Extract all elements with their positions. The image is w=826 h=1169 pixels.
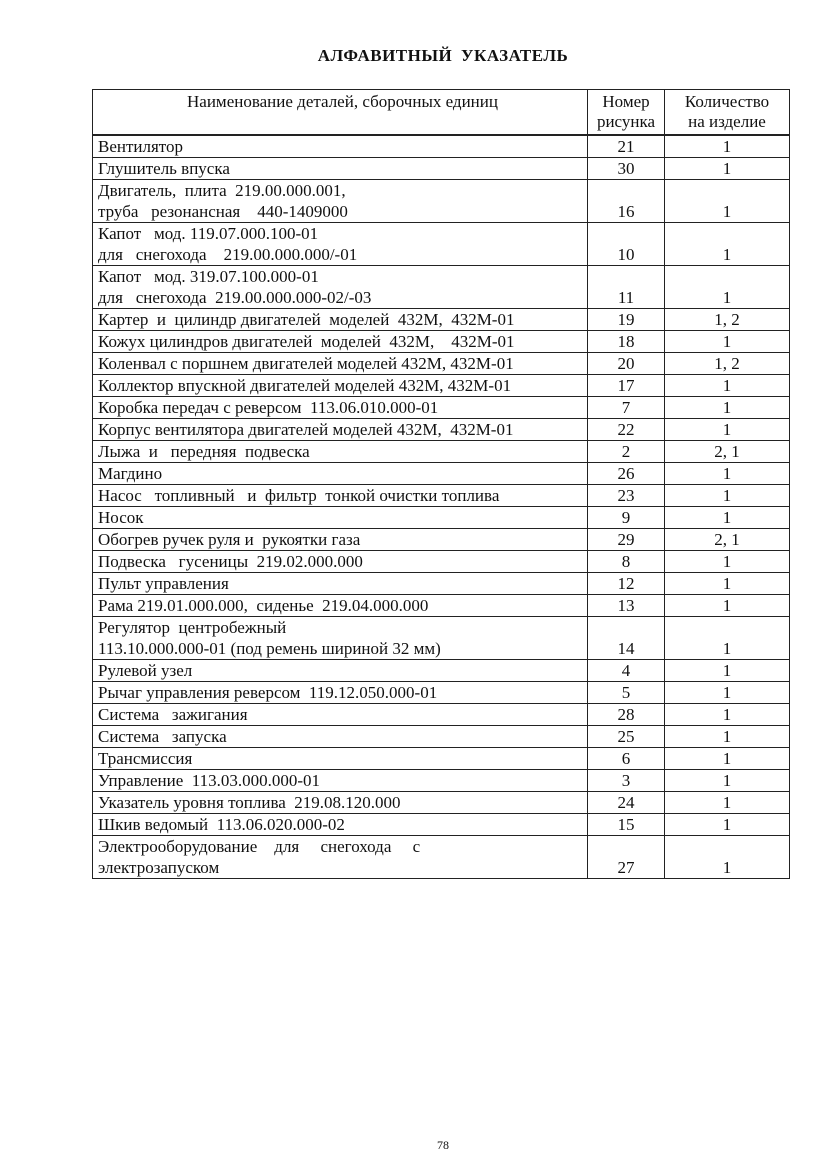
part-name-cell [93, 463, 588, 485]
part-name-cell [93, 595, 588, 617]
quantity-cell: 1 [665, 180, 790, 223]
table-row [93, 419, 790, 441]
part-name-cell [93, 507, 588, 529]
part-name-line: Лыжа и передняя подвеска [98, 442, 310, 461]
part-name-line: Трансмиссия [98, 749, 193, 768]
figure-number-cell: 3 [588, 770, 665, 792]
part-name-cell [93, 704, 588, 726]
quantity-cell: 1 [665, 551, 790, 573]
table-row [93, 309, 790, 331]
part-name-line: Пульт управления [98, 574, 229, 593]
part-name-cell [93, 135, 588, 158]
table-row [93, 573, 790, 595]
figure-number-cell: 6 [588, 748, 665, 770]
part-name-line: Глушитель впуска [98, 159, 230, 178]
table-body [93, 135, 790, 879]
table-row [93, 397, 790, 419]
figure-number-cell: 2 [588, 441, 665, 463]
part-name-line: Насос топливный и фильтр тонкой очистки топлива [98, 486, 500, 505]
figure-number-cell: 18 [588, 331, 665, 353]
figure-number-cell: 25 [588, 726, 665, 748]
figure-number-cell: 28 [588, 704, 665, 726]
part-name-line: Управление 113.03.000.000-01 [98, 771, 321, 790]
part-name-line: Магдино [98, 464, 163, 483]
part-name-cell [93, 573, 588, 595]
table-row [93, 507, 790, 529]
table-row [93, 814, 790, 836]
quantity-cell: 1 [665, 419, 790, 441]
figure-number-cell: 13 [588, 595, 665, 617]
figure-number-cell: 9 [588, 507, 665, 529]
quantity-cell: 1 [665, 748, 790, 770]
column-header-quantity-line: на изделие [688, 112, 766, 131]
column-header-quantity [665, 90, 790, 136]
figure-number-cell: 29 [588, 529, 665, 551]
table-row [93, 704, 790, 726]
figure-number-cell: 10 [588, 223, 665, 266]
part-name-line: Коленвал с поршнем двигателей моделей 432М, 432М-01 [98, 354, 514, 373]
figure-number-cell: 14 [588, 617, 665, 660]
part-name-cell [93, 309, 588, 331]
table-row [93, 836, 790, 879]
part-name-line: Подвеска гусеницы 219.02.000.000 [98, 552, 363, 571]
page-number: 78 [437, 1138, 449, 1152]
quantity-cell: 1 [665, 836, 790, 879]
quantity-cell: 1 [665, 158, 790, 180]
part-name-line: Система зажигания [98, 705, 248, 724]
part-name-line: для снегохода 219.00.000.000-02/-03 [98, 288, 372, 307]
figure-number-cell: 16 [588, 180, 665, 223]
table-row [93, 441, 790, 463]
part-name-cell [93, 617, 588, 660]
table-row [93, 463, 790, 485]
part-name-cell [93, 441, 588, 463]
table-row [93, 158, 790, 180]
figure-number-cell: 7 [588, 397, 665, 419]
quantity-cell: 1 [665, 682, 790, 704]
figure-number-cell: 17 [588, 375, 665, 397]
quantity-cell: 1 [665, 331, 790, 353]
part-name-line: Рычаг управления реверсом 119.12.050.000-01 [98, 683, 438, 702]
part-name-cell [93, 158, 588, 180]
figure-number-cell: 21 [588, 135, 665, 158]
table-row [93, 551, 790, 573]
part-name-cell [93, 180, 588, 223]
quantity-cell: 1 [665, 507, 790, 529]
quantity-cell: 1 [665, 617, 790, 660]
part-name-cell [93, 726, 588, 748]
part-name-cell [93, 266, 588, 309]
figure-number-cell: 19 [588, 309, 665, 331]
part-name-line: Коллектор впускной двигателей моделей 432М, 432М-01 [98, 376, 512, 395]
quantity-cell: 1 [665, 375, 790, 397]
table-row [93, 617, 790, 660]
quantity-cell: 1 [665, 397, 790, 419]
part-name-line: Рама 219.01.000.000, сиденье 219.04.000.000 [98, 596, 429, 615]
quantity-cell: 1 [665, 485, 790, 507]
part-name-cell [93, 836, 588, 879]
part-name-cell [93, 529, 588, 551]
part-name-cell [93, 397, 588, 419]
column-header-figure [588, 90, 665, 136]
part-name-line: Капот мод. 319.07.100.000-01 [98, 267, 319, 286]
part-name-line: Электрооборудование для снегохода с [98, 837, 421, 856]
part-name-line: 113.10.000.000-01 (под ремень шириной 32 мм) [98, 639, 441, 658]
part-name-line: Картер и цилиндр двигателей моделей 432М, 432М-01 [98, 310, 515, 329]
table-row [93, 353, 790, 375]
figure-number-cell: 11 [588, 266, 665, 309]
index-table [92, 89, 790, 879]
quantity-cell: 1 [665, 770, 790, 792]
part-name-line: труба резонансная 440-1409000 [98, 202, 348, 221]
part-name-cell [93, 375, 588, 397]
table-row [93, 682, 790, 704]
quantity-cell: 2, 1 [665, 441, 790, 463]
figure-number-cell: 15 [588, 814, 665, 836]
part-name-line: Коробка передач с реверсом 113.06.010.000-01 [98, 398, 439, 417]
part-name-line: для снегохода 219.00.000.000/-01 [98, 245, 358, 264]
table-row [93, 726, 790, 748]
table-row [93, 331, 790, 353]
quantity-cell: 1 [665, 463, 790, 485]
page-title: АЛФАВИТНЫЙ УКАЗАТЕЛЬ [317, 46, 569, 65]
part-name-cell [93, 419, 588, 441]
column-header-name: Наименование деталей, сборочных единиц [93, 90, 588, 136]
column-header-figure-line: Номер [602, 92, 650, 111]
quantity-cell: 1 [665, 135, 790, 158]
quantity-cell: 1, 2 [665, 353, 790, 375]
part-name-cell [93, 331, 588, 353]
part-name-line: Носок [98, 508, 144, 527]
figure-number-cell: 12 [588, 573, 665, 595]
part-name-line: Регулятор центробежный [98, 618, 287, 637]
table-row [93, 180, 790, 223]
column-header-quantity-line: Количество [684, 92, 770, 111]
quantity-cell: 1 [665, 726, 790, 748]
table-row [93, 595, 790, 617]
figure-number-cell: 24 [588, 792, 665, 814]
part-name-cell [93, 814, 588, 836]
figure-number-cell: 26 [588, 463, 665, 485]
figure-number-cell: 23 [588, 485, 665, 507]
quantity-cell: 1 [665, 704, 790, 726]
quantity-cell: 1, 2 [665, 309, 790, 331]
part-name-cell [93, 353, 588, 375]
part-name-cell [93, 485, 588, 507]
part-name-line: Двигатель, плита 219.00.000.001, [98, 181, 346, 200]
figure-number-cell: 8 [588, 551, 665, 573]
figure-number-cell: 20 [588, 353, 665, 375]
part-name-line: Обогрев ручек руля и рукоятки газа [98, 530, 361, 549]
quantity-cell: 1 [665, 814, 790, 836]
part-name-line: электрозапуском [98, 858, 220, 877]
part-name-line: Указатель уровня топлива 219.08.120.000 [98, 793, 401, 812]
part-name-cell [93, 223, 588, 266]
part-name-cell [93, 748, 588, 770]
table-row [93, 485, 790, 507]
quantity-cell: 1 [665, 595, 790, 617]
quantity-cell: 1 [665, 573, 790, 595]
table-row [93, 135, 790, 158]
table-header-row [93, 90, 790, 136]
figure-number-cell: 22 [588, 419, 665, 441]
part-name-cell [93, 551, 588, 573]
figure-number-cell: 30 [588, 158, 665, 180]
part-name-line: Корпус вентилятора двигателей моделей 432М, 432М-01 [98, 420, 514, 439]
part-name-line: Шкив ведомый 113.06.020.000-02 [98, 815, 345, 834]
quantity-cell: 1 [665, 660, 790, 682]
part-name-line: Капот мод. 119.07.000.100-01 [98, 224, 319, 243]
part-name-cell [93, 660, 588, 682]
part-name-line: Кожух цилиндров двигателей моделей 432М, 432М-01 [98, 332, 515, 351]
table-row [93, 223, 790, 266]
figure-number-cell: 4 [588, 660, 665, 682]
quantity-cell: 1 [665, 266, 790, 309]
table-row [93, 375, 790, 397]
table-row [93, 770, 790, 792]
part-name-line: Рулевой узел [98, 661, 193, 680]
table-row [93, 266, 790, 309]
table-row [93, 660, 790, 682]
part-name-line: Вентилятор [98, 137, 184, 156]
figure-number-cell: 27 [588, 836, 665, 879]
part-name-cell [93, 770, 588, 792]
column-header-figure-line: рисунка [596, 112, 656, 131]
part-name-cell [93, 792, 588, 814]
table-row [93, 529, 790, 551]
figure-number-cell: 5 [588, 682, 665, 704]
table-row [93, 792, 790, 814]
table-row [93, 748, 790, 770]
part-name-line: Система запуска [98, 727, 227, 746]
part-name-cell [93, 682, 588, 704]
quantity-cell: 1 [665, 223, 790, 266]
quantity-cell: 2, 1 [665, 529, 790, 551]
quantity-cell: 1 [665, 792, 790, 814]
